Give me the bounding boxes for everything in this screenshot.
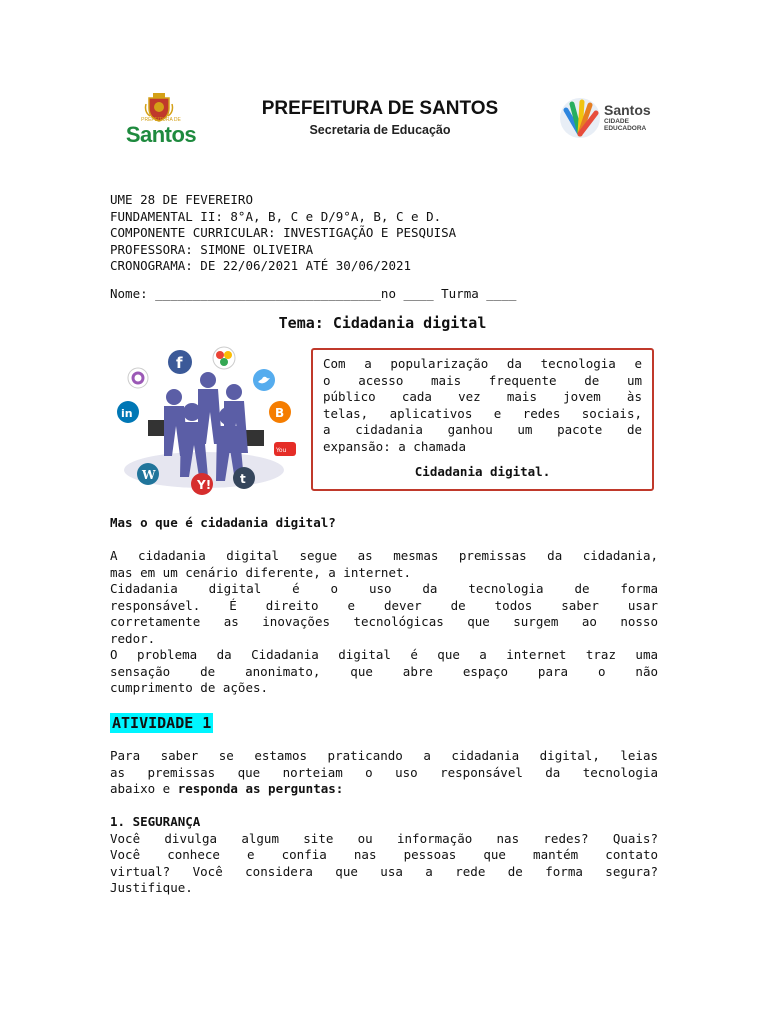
question-heading: Mas o que é cidadania digital?	[110, 515, 336, 530]
svg-text:in: in	[121, 407, 133, 420]
activity-instructions	[110, 748, 658, 798]
teacher-name: PROFESSORA: SIMONE OLIVEIRA	[110, 241, 314, 257]
school-name: UME 28 DE FEVEREIRO	[110, 192, 253, 207]
logo-text: Santos	[125, 122, 197, 147]
facebook-icon	[168, 350, 192, 374]
paragraph-line: A cidadania digital segue as mesmas premissas da cidadania,	[110, 548, 658, 563]
student-name-field: Nome: ______________________________no ____ Turma ____	[110, 286, 517, 301]
definition-paragraph	[110, 548, 658, 697]
instruction-line: as premissas que norteiam o uso responsável da tecnologia	[110, 764, 658, 780]
cidade-educadora-logo	[558, 96, 670, 142]
wordpress-icon	[137, 463, 159, 485]
box-line: o acesso mais frequente de um	[323, 372, 642, 388]
document-header	[110, 88, 670, 158]
box-line: expansão: a chamada	[323, 438, 466, 454]
security-question: Você divulga algum site ou informação nas redes? Quais?	[110, 830, 658, 846]
paragraph-line: sensação de anonimato, que abre espaço para o não	[110, 663, 658, 679]
fan-hand-icon	[558, 96, 602, 140]
security-question: Justifique.	[110, 880, 193, 895]
security-title: 1. SEGURANÇA	[110, 814, 201, 829]
picasa-icon	[128, 368, 148, 388]
svg-text:W: W	[142, 468, 156, 482]
theme-title: Tema: Cidadania digital	[278, 314, 487, 332]
right-logo-sub: CIDADE EDUCADORA	[604, 118, 647, 132]
svg-text:t: t	[240, 472, 246, 486]
svg-text:You: You	[276, 447, 287, 454]
security-section	[110, 814, 658, 897]
blogger-icon	[269, 401, 291, 423]
schedule: CRONOGRAMA: DE 22/06/2021 ATÉ 30/06/2021	[110, 258, 412, 273]
instruction-line: Para saber se estamos praticando a cidadania digital, leias	[110, 748, 658, 763]
linkedin-icon	[117, 401, 139, 423]
security-question: Você conhece e confia nas pessoas que mantém contato	[110, 847, 658, 862]
paragraph-line: corretamente as inovações tecnológicas que surgem ao nosso	[110, 614, 658, 629]
intro-box	[311, 348, 654, 491]
svg-text:B: B	[275, 406, 285, 420]
prefeitura-santos-logo	[116, 92, 206, 154]
box-line: telas, aplicativos e redes sociais,	[323, 405, 642, 421]
paragraph-line: responsável. É direito e dever de todos saber usar	[110, 597, 658, 613]
box-line: a cidadania ganhou um pacote de	[323, 422, 642, 437]
yahoo-icon	[191, 473, 213, 495]
svg-text:f: f	[176, 354, 183, 372]
paragraph-line: Cidadania digital é o uso da tecnologia de forma	[110, 581, 658, 596]
tumblr-icon	[233, 467, 255, 489]
box-line: público cada vez mais jovem às	[323, 389, 642, 404]
curricular-component: COMPONENTE CURRICULAR: INVESTIGAÇÃO E PESQUISA	[110, 225, 457, 240]
paragraph-line: redor.	[110, 630, 156, 646]
school-info	[110, 192, 670, 275]
instruction-line	[110, 781, 658, 798]
youtube-icon	[274, 442, 296, 456]
header-title-block	[250, 98, 510, 137]
paragraph-line: mas em um cenário diferente, a internet.	[110, 564, 412, 580]
svg-text:Y!: Y!	[197, 478, 212, 492]
instruction-text: abaixo e	[110, 781, 178, 796]
twitter-icon	[253, 369, 275, 391]
right-logo-main: Santos	[604, 102, 651, 118]
box-line: Com a popularização da tecnologia e	[323, 356, 642, 371]
page-subtitle: Secretaria de Educação	[309, 123, 451, 137]
grade-classes: FUNDAMENTAL II: 8°A, B, C e D/9°A, B, C e D.	[110, 208, 442, 224]
paragraph-line: cumprimento de ações.	[110, 680, 269, 695]
logo-small-text: PREFEITURA DE	[141, 117, 181, 123]
page-title: PREFEITURA DE SANTOS	[261, 98, 499, 119]
activity-heading: ATIVIDADE 1	[112, 714, 212, 732]
paragraph-line: O problema da Cidadania digital é que a internet traz uma	[110, 647, 658, 662]
instruction-colon: :	[335, 781, 344, 796]
google-icon	[213, 347, 235, 369]
instruction-bold: responda as perguntas	[177, 781, 336, 796]
security-question: virtual? Você considera que usa a rede de forma segura?	[110, 863, 658, 879]
box-highlight: Cidadania digital.	[414, 464, 551, 479]
social-network-illustration	[110, 342, 298, 497]
